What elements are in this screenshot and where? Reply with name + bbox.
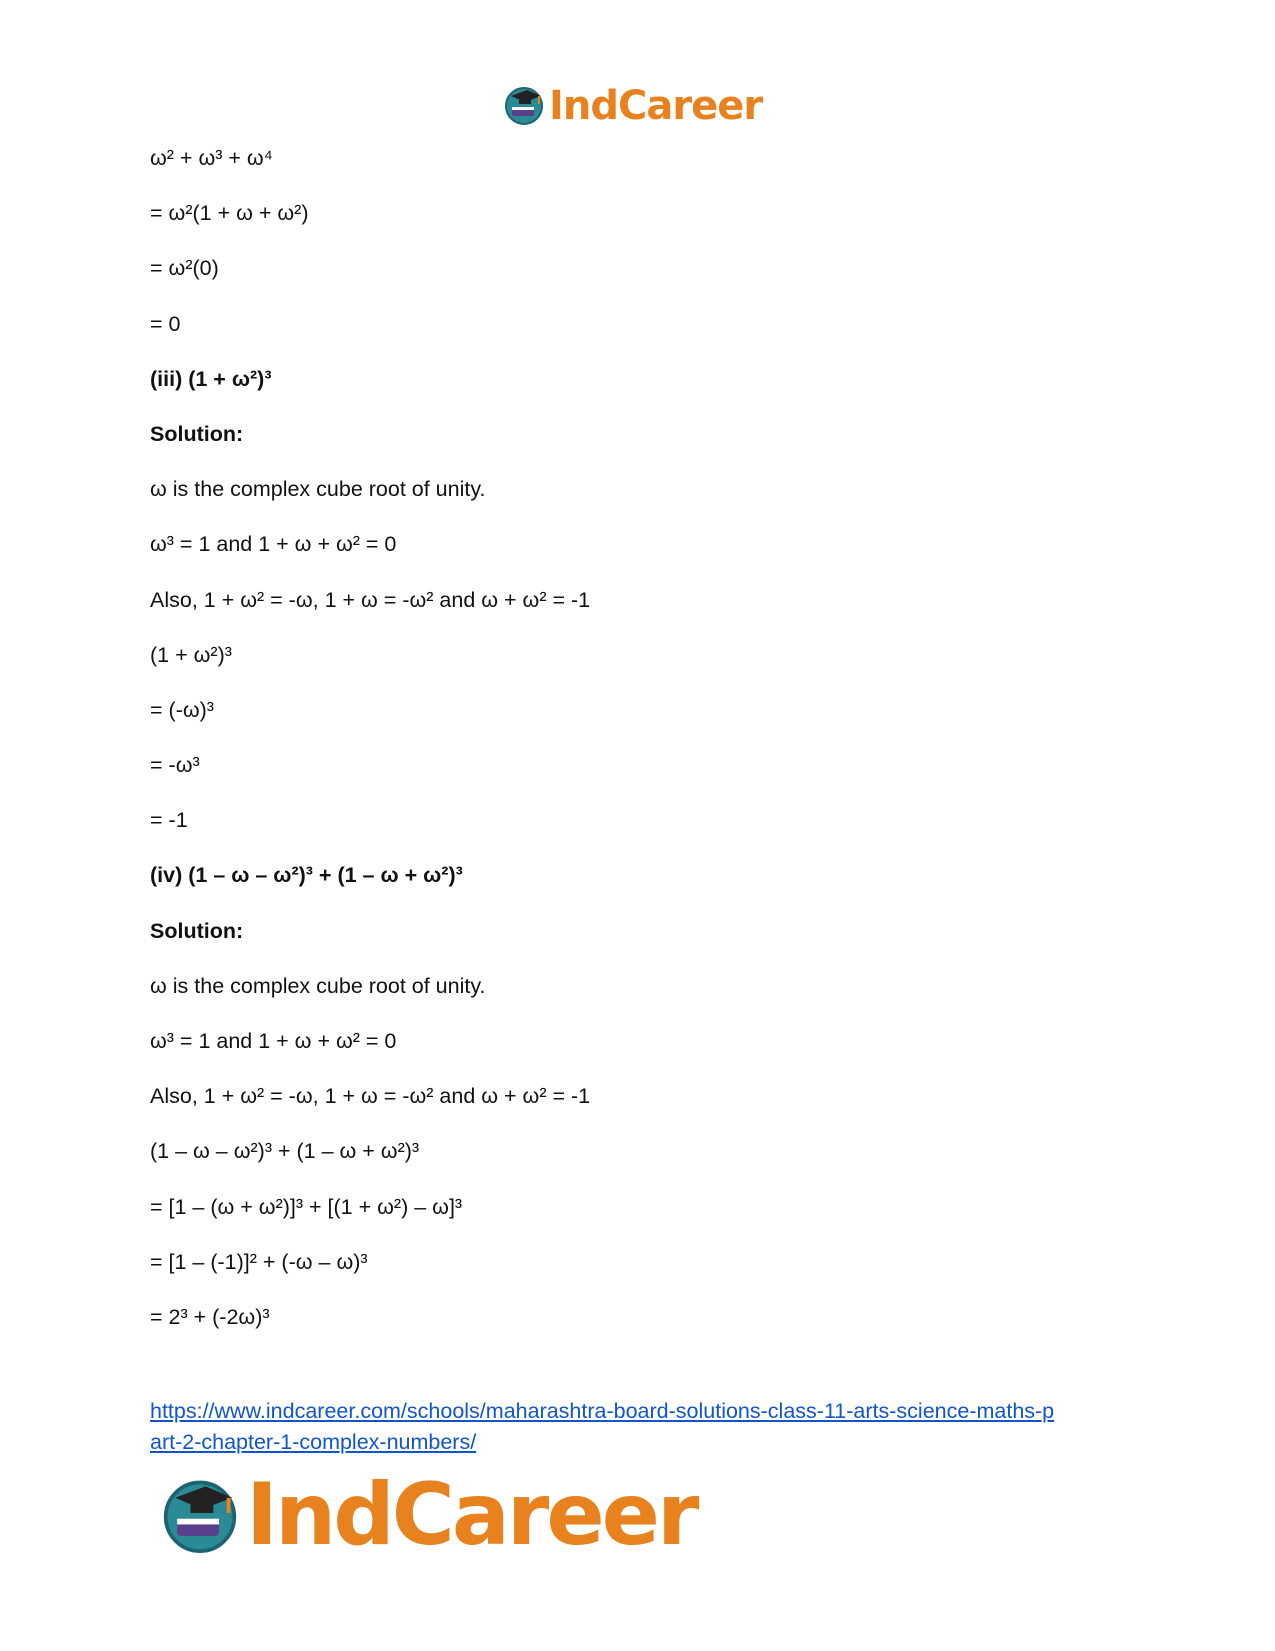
math-line: = 2³ + (-2ω)³ [150, 1304, 270, 1329]
math-line: = ω²(0) [150, 256, 219, 281]
math-line: (1 + ω²)³ [150, 642, 232, 667]
math-line: ω is the complex cube root of unity. [150, 477, 486, 502]
math-line: = ω²(1 + ω + ω²) [150, 201, 309, 226]
math-line: = [1 – (-1)]² + (-ω – ω)³ [150, 1249, 368, 1274]
math-line: (1 – ω – ω²)³ + (1 – ω + ω²)³ [150, 1139, 420, 1164]
source-link-block [150, 1396, 1150, 1458]
header-logo [503, 80, 762, 132]
math-line: = -ω³ [150, 753, 200, 778]
heading-line: (iii) (1 + ω²)³ [150, 366, 272, 391]
math-line: ω³ = 1 and 1 + ω + ω² = 0 [150, 532, 397, 557]
math-line: = 0 [150, 311, 181, 336]
heading-line: (iv) (1 – ω – ω²)³ + (1 – ω + ω²)³ [150, 863, 463, 888]
source-link[interactable] [150, 1399, 1054, 1454]
math-line: Also, 1 + ω² = -ω, 1 + ω = -ω² and ω + ω² = -1 [150, 1084, 591, 1109]
math-line: = -1 [150, 808, 188, 833]
heading-line: Solution: [150, 421, 244, 446]
math-line: = [1 – (ω + ω²)]³ + [(1 + ω²) – ω]³ [150, 1194, 463, 1219]
heading-line: Solution: [150, 918, 244, 943]
graduation-globe-icon [503, 83, 545, 130]
source-link-line-2: art-2-chapter-1-complex-numbers/ [150, 1430, 477, 1454]
graduation-globe-icon [160, 1473, 240, 1558]
brand-name: IndCareer [549, 83, 763, 129]
math-line: = (-ω)³ [150, 697, 214, 722]
brand-name: IndCareer [246, 1465, 697, 1565]
solution-content [150, 143, 1150, 1357]
math-line: ω² + ω³ + ω⁴ [150, 146, 273, 170]
math-line: ω³ = 1 and 1 + ω + ω² = 0 [150, 1029, 397, 1053]
source-link-line-1: https://www.indcareer.com/schools/maharashtra-board-solutions-class-11-arts-science-maths-p [150, 1399, 1055, 1423]
footer-logo [160, 1465, 697, 1565]
math-line: ω is the complex cube root of unity. [150, 973, 486, 998]
math-line: Also, 1 + ω² = -ω, 1 + ω = -ω² and ω + ω² = -1 [150, 587, 591, 612]
